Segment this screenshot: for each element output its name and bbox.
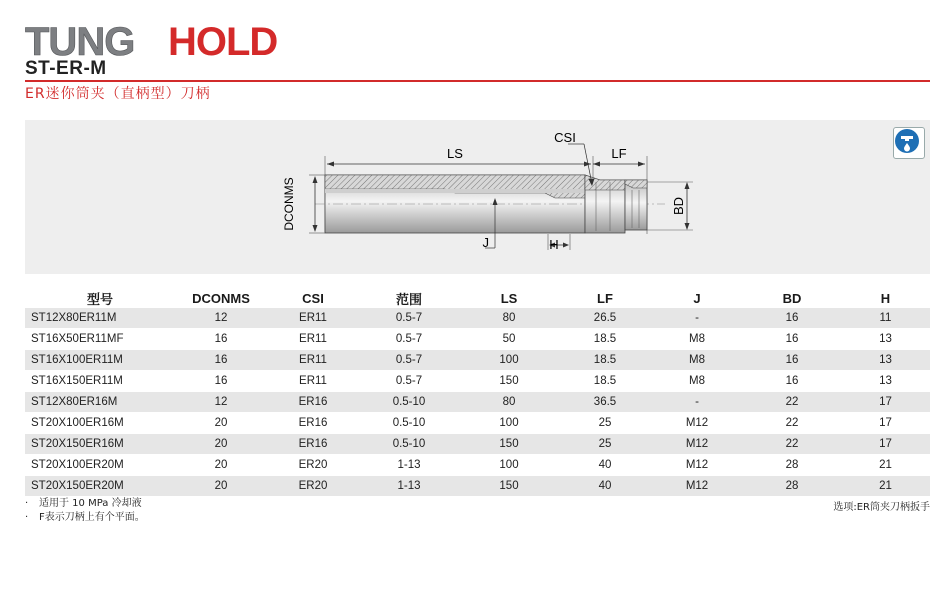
cell-j: M8 (651, 329, 743, 350)
cell-j: M8 (651, 371, 743, 392)
col-header-range: 范围 (395, 291, 422, 307)
cell-bd: 16 (743, 371, 841, 392)
cell-dconms: 16 (175, 329, 267, 350)
spec-table (25, 288, 930, 497)
cell-j: M12 (651, 434, 743, 455)
cell-bd: 22 (743, 413, 841, 434)
cell-h: 21 (841, 455, 930, 476)
table-row (25, 413, 930, 434)
table-row (25, 434, 930, 455)
cell-range: 0.5-7 (359, 350, 459, 371)
cell-range: 0.5-7 (359, 329, 459, 350)
cell-range: 0.5-10 (359, 413, 459, 434)
cell-range: 0.5-7 (359, 308, 459, 329)
col-header-dconms: DCONMS (192, 290, 250, 306)
cell-model: ST20X150ER20M (25, 476, 175, 497)
cell-ls: 150 (459, 434, 559, 455)
cell-range: 1-13 (359, 476, 459, 497)
col-header-lf: LF (597, 290, 613, 306)
dim-label-lf: LF (611, 146, 627, 161)
cell-model: ST16X100ER11M (25, 350, 175, 371)
cell-dconms: 20 (175, 413, 267, 434)
cell-range: 1-13 (359, 455, 459, 476)
cell-csi: ER11 (267, 371, 359, 392)
cell-j: M12 (651, 455, 743, 476)
cell-lf: 25 (559, 434, 651, 455)
col-header-ls: LS (500, 290, 518, 306)
cell-ls: 150 (459, 371, 559, 392)
model-code: ST-ER-M (25, 58, 107, 79)
cell-dconms: 12 (175, 392, 267, 413)
cell-csi: ER11 (267, 329, 359, 350)
cell-lf: 40 (559, 476, 651, 497)
cell-j: - (651, 392, 743, 413)
logo-text-grey: TUNG (25, 24, 135, 58)
header-divider (25, 80, 930, 82)
page-subtitle: ER迷你筒夹（直柄型）刀柄 (25, 86, 211, 102)
cell-csi: ER16 (267, 413, 359, 434)
cell-model: ST20X100ER16M (25, 413, 175, 434)
cell-j: M8 (651, 350, 743, 371)
logo-text-red: HOLD (168, 24, 278, 58)
footnote-bullet: · (25, 512, 29, 523)
cell-h: 21 (841, 476, 930, 497)
footnote-text: 适用于 10 MPa 冷却液 (39, 498, 142, 509)
table-row (25, 455, 930, 476)
footnote-item (25, 497, 145, 511)
cell-range: 0.5-10 (359, 434, 459, 455)
footnote-item (25, 511, 145, 525)
cell-dconms: 16 (175, 371, 267, 392)
holder-drawing (25, 120, 930, 274)
cell-ls: 100 (459, 413, 559, 434)
cell-bd: 28 (743, 476, 841, 497)
col-header-h: H (880, 290, 891, 306)
technical-diagram (25, 120, 930, 274)
cell-bd: 22 (743, 434, 841, 455)
dim-label-bd: BD (671, 196, 686, 216)
cell-h: 17 (841, 392, 930, 413)
cell-ls: 150 (459, 476, 559, 497)
cell-lf: 26.5 (559, 308, 651, 329)
cell-dconms: 20 (175, 476, 267, 497)
dim-label-dconms: DCONMS (282, 177, 296, 231)
cell-h: 17 (841, 434, 930, 455)
cell-dconms: 20 (175, 455, 267, 476)
table-header-row (25, 288, 930, 308)
cell-h: 13 (841, 350, 930, 371)
option-note: 选项:ER筒夹刀柄扳手 (833, 502, 930, 513)
cell-range: 0.5-10 (359, 392, 459, 413)
col-header-model: 型号 (86, 291, 113, 307)
dim-label-ls: LS (447, 146, 463, 161)
cell-model: ST16X50ER11MF (25, 329, 175, 350)
cell-lf: 25 (559, 413, 651, 434)
col-header-j: J (693, 290, 701, 306)
footnote-bullet: · (25, 498, 29, 509)
cell-bd: 16 (743, 308, 841, 329)
cell-model: ST12X80ER16M (25, 392, 175, 413)
cell-dconms: 12 (175, 308, 267, 329)
cell-lf: 18.5 (559, 329, 651, 350)
cell-dconms: 20 (175, 434, 267, 455)
table-row (25, 329, 930, 350)
cell-lf: 40 (559, 455, 651, 476)
brand-logo (25, 24, 325, 58)
coolant-icon (893, 127, 925, 159)
col-header-bd: BD (782, 290, 802, 306)
cell-bd: 16 (743, 329, 841, 350)
cell-lf: 18.5 (559, 371, 651, 392)
cell-bd: 22 (743, 392, 841, 413)
cell-dconms: 16 (175, 350, 267, 371)
dim-label-csi: CSI (554, 130, 576, 145)
cell-j: - (651, 308, 743, 329)
cell-csi: ER16 (267, 392, 359, 413)
cell-csi: ER11 (267, 350, 359, 371)
cell-lf: 18.5 (559, 350, 651, 371)
cell-ls: 80 (459, 308, 559, 329)
cell-ls: 100 (459, 455, 559, 476)
cell-csi: ER20 (267, 476, 359, 497)
cell-ls: 50 (459, 329, 559, 350)
footnote-text: F表示刀柄上有个平面。 (39, 512, 145, 523)
table-row (25, 371, 930, 392)
footnotes (25, 497, 145, 525)
cell-lf: 36.5 (559, 392, 651, 413)
col-header-csi: CSI (302, 290, 324, 306)
cell-h: 17 (841, 413, 930, 434)
table-row (25, 350, 930, 371)
dim-label-h: H (549, 237, 559, 252)
cell-h: 13 (841, 329, 930, 350)
cell-j: M12 (651, 413, 743, 434)
table-row (25, 392, 930, 413)
cell-range: 0.5-7 (359, 371, 459, 392)
cell-csi: ER11 (267, 308, 359, 329)
cell-h: 11 (841, 308, 930, 329)
cell-model: ST20X150ER16M (25, 434, 175, 455)
table-row (25, 308, 930, 329)
cell-bd: 16 (743, 350, 841, 371)
dim-label-j: J (482, 235, 489, 250)
cell-csi: ER20 (267, 455, 359, 476)
table-row (25, 476, 930, 497)
cell-ls: 80 (459, 392, 559, 413)
cell-csi: ER16 (267, 434, 359, 455)
cell-bd: 28 (743, 455, 841, 476)
cell-h: 13 (841, 371, 930, 392)
cell-model: ST12X80ER11M (25, 308, 175, 329)
cell-ls: 100 (459, 350, 559, 371)
cell-model: ST16X150ER11M (25, 371, 175, 392)
cell-model: ST20X100ER20M (25, 455, 175, 476)
cell-j: M12 (651, 476, 743, 497)
